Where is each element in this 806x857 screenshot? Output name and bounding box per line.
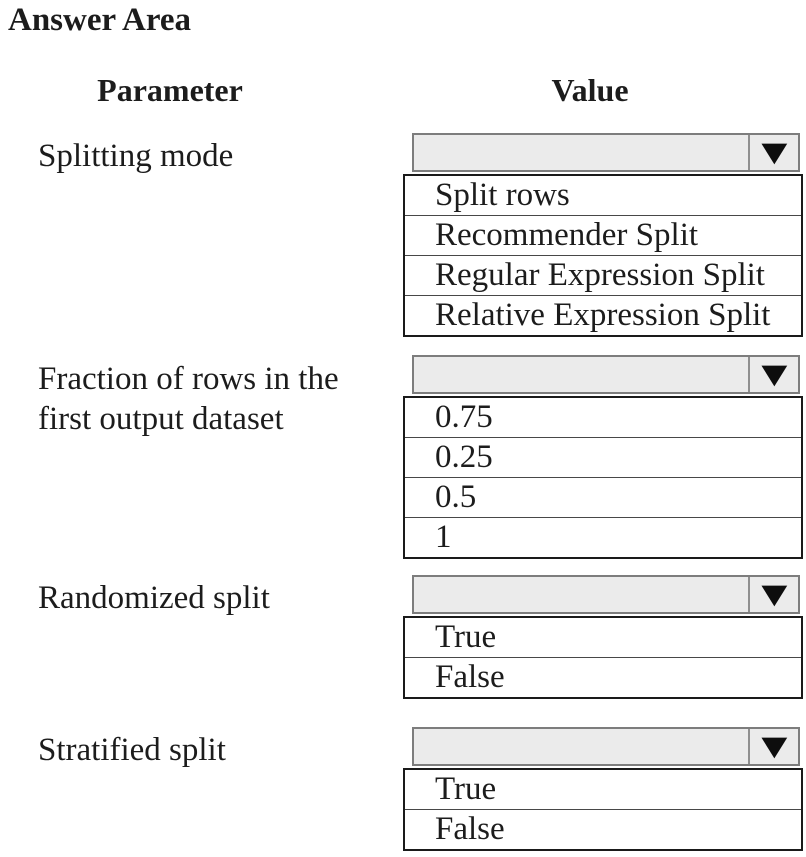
option-0-25[interactable]: 0.25	[405, 437, 801, 477]
option-0-75[interactable]: 0.75	[435, 399, 493, 435]
option-regular-expression-split[interactable]: Regular Expression Split	[405, 255, 801, 295]
dropdown-fraction-of-rows[interactable]	[412, 355, 800, 394]
option-1[interactable]: 1	[405, 517, 801, 557]
dropdown-splitting-mode-button[interactable]	[748, 135, 798, 170]
option-false[interactable]: False	[405, 657, 801, 697]
parameter-label-splitting-mode: Splitting mode	[38, 138, 234, 174]
column-header-value: Value	[551, 72, 629, 108]
dropdown-randomized-split-button[interactable]	[748, 577, 798, 612]
dropdown-arrow-icon: ▼	[761, 137, 787, 168]
column-header-parameter: Parameter	[97, 72, 243, 108]
dropdown-fraction-of-rows-button[interactable]	[748, 357, 798, 392]
dropdown-randomized-split-options	[403, 616, 803, 699]
dropdown-stratified-split-button[interactable]	[748, 729, 798, 764]
dropdown-stratified-split[interactable]	[412, 727, 800, 766]
dropdown-arrow-icon: ▼	[761, 731, 787, 762]
dropdown-splitting-mode-options	[403, 174, 803, 337]
option-true[interactable]: True	[435, 619, 497, 655]
option-recommender-split[interactable]: Recommender Split	[405, 215, 801, 255]
option-split-rows[interactable]: Split rows	[435, 177, 570, 213]
dropdown-fraction-of-rows-value[interactable]	[414, 357, 748, 392]
dropdown-stratified-split-value[interactable]	[414, 729, 748, 764]
parameter-label-randomized-split: Randomized split	[38, 580, 270, 616]
parameter-label-fraction-of-rows: Fraction of rows in the first output dataset	[38, 361, 339, 437]
option-relative-expression-split[interactable]: Relative Expression Split	[405, 295, 801, 335]
dropdown-fraction-of-rows-options	[403, 396, 803, 559]
dropdown-arrow-icon: ▼	[761, 579, 787, 610]
parameter-label-stratified-split: Stratified split	[38, 732, 226, 768]
option-0-5[interactable]: 0.5	[405, 477, 801, 517]
dropdown-arrow-icon: ▼	[761, 359, 787, 390]
dropdown-splitting-mode-value[interactable]	[414, 135, 748, 170]
page-title: Answer Area	[8, 2, 192, 38]
option-false[interactable]: False	[405, 809, 801, 849]
dropdown-randomized-split[interactable]	[412, 575, 800, 614]
dropdown-randomized-split-value[interactable]	[414, 577, 748, 612]
dropdown-stratified-split-options	[403, 768, 803, 851]
option-true[interactable]: True	[435, 771, 497, 807]
dropdown-splitting-mode[interactable]	[412, 133, 800, 172]
